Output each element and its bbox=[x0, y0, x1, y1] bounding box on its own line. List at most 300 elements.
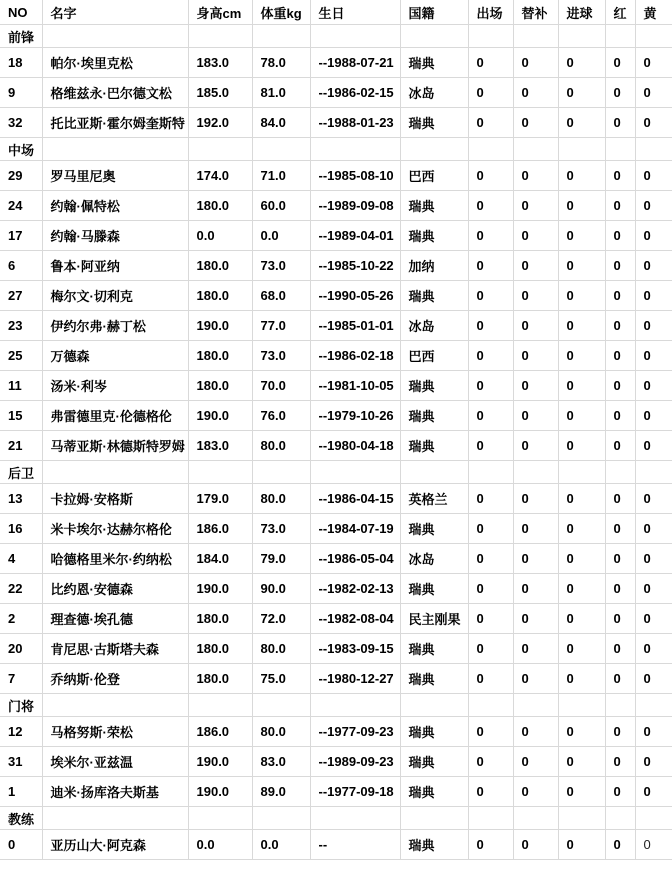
cell-name: 肯尼思·古斯塔夫森 bbox=[42, 634, 188, 664]
cell-appearances bbox=[468, 694, 513, 717]
column-header-height: 身高cm bbox=[188, 0, 252, 25]
cell-substitute: 0 bbox=[513, 78, 558, 108]
player-row bbox=[0, 717, 672, 747]
cell-appearances: 0 bbox=[468, 544, 513, 574]
cell-appearances: 0 bbox=[468, 664, 513, 694]
cell-substitute: 0 bbox=[513, 48, 558, 78]
player-row bbox=[0, 431, 672, 461]
player-row bbox=[0, 251, 672, 281]
cell-birthday: --1982-02-13 bbox=[310, 574, 400, 604]
cell-yellow: 0 bbox=[635, 401, 672, 431]
cell-name bbox=[42, 25, 188, 48]
cell-no: 25 bbox=[0, 341, 42, 371]
cell-weight bbox=[252, 461, 310, 484]
cell-birthday: --1985-01-01 bbox=[310, 311, 400, 341]
cell-red: 0 bbox=[605, 717, 635, 747]
cell-birthday: --1989-09-08 bbox=[310, 191, 400, 221]
cell-name: 约翰·马滕森 bbox=[42, 221, 188, 251]
cell-name bbox=[42, 694, 188, 717]
cell-weight: 80.0 bbox=[252, 431, 310, 461]
cell-height: 183.0 bbox=[188, 48, 252, 78]
player-row bbox=[0, 108, 672, 138]
cell-substitute: 0 bbox=[513, 484, 558, 514]
cell-substitute: 0 bbox=[513, 401, 558, 431]
cell-substitute: 0 bbox=[513, 281, 558, 311]
player-row bbox=[0, 544, 672, 574]
cell-no: 24 bbox=[0, 191, 42, 221]
cell-goals: 0 bbox=[558, 830, 605, 860]
cell-nationality: 瑞典 bbox=[400, 281, 468, 311]
column-header-red: 红 bbox=[605, 0, 635, 25]
cell-appearances: 0 bbox=[468, 747, 513, 777]
cell-yellow: 0 bbox=[635, 747, 672, 777]
cell-name: 伊约尔弗·赫丁松 bbox=[42, 311, 188, 341]
column-header-birthday: 生日 bbox=[310, 0, 400, 25]
cell-nationality: 瑞典 bbox=[400, 431, 468, 461]
player-row bbox=[0, 830, 672, 860]
cell-name: 迪米·扬库洛夫斯基 bbox=[42, 777, 188, 807]
column-header-weight: 体重kg bbox=[252, 0, 310, 25]
cell-appearances bbox=[468, 807, 513, 830]
cell-name: 理查德·埃孔德 bbox=[42, 604, 188, 634]
cell-name: 约翰·佩特松 bbox=[42, 191, 188, 221]
cell-nationality: 瑞典 bbox=[400, 514, 468, 544]
cell-red: 0 bbox=[605, 191, 635, 221]
cell-yellow: 0 bbox=[635, 191, 672, 221]
column-header-name: 名字 bbox=[42, 0, 188, 25]
cell-no: 12 bbox=[0, 717, 42, 747]
cell-appearances bbox=[468, 138, 513, 161]
section-label: 门将 bbox=[0, 694, 42, 717]
cell-appearances: 0 bbox=[468, 48, 513, 78]
cell-nationality: 瑞典 bbox=[400, 777, 468, 807]
cell-yellow: 0 bbox=[635, 221, 672, 251]
cell-goals: 0 bbox=[558, 221, 605, 251]
cell-yellow: 0 bbox=[635, 484, 672, 514]
cell-no: 32 bbox=[0, 108, 42, 138]
cell-name bbox=[42, 461, 188, 484]
cell-goals: 0 bbox=[558, 777, 605, 807]
cell-goals: 0 bbox=[558, 664, 605, 694]
cell-red: 0 bbox=[605, 108, 635, 138]
cell-goals bbox=[558, 461, 605, 484]
cell-substitute bbox=[513, 138, 558, 161]
cell-weight: 70.0 bbox=[252, 371, 310, 401]
cell-substitute bbox=[513, 694, 558, 717]
cell-no: 0 bbox=[0, 830, 42, 860]
cell-red bbox=[605, 138, 635, 161]
cell-substitute: 0 bbox=[513, 341, 558, 371]
cell-birthday: --1990-05-26 bbox=[310, 281, 400, 311]
cell-goals bbox=[558, 694, 605, 717]
cell-yellow bbox=[635, 25, 672, 48]
player-row bbox=[0, 484, 672, 514]
cell-weight: 81.0 bbox=[252, 78, 310, 108]
cell-height bbox=[188, 807, 252, 830]
cell-appearances: 0 bbox=[468, 514, 513, 544]
cell-height: 179.0 bbox=[188, 484, 252, 514]
cell-height: 190.0 bbox=[188, 574, 252, 604]
cell-name: 米卡埃尔·达赫尔格伦 bbox=[42, 514, 188, 544]
cell-appearances: 0 bbox=[468, 371, 513, 401]
cell-appearances: 0 bbox=[468, 484, 513, 514]
cell-appearances: 0 bbox=[468, 251, 513, 281]
cell-red: 0 bbox=[605, 161, 635, 191]
cell-height: 192.0 bbox=[188, 108, 252, 138]
cell-substitute bbox=[513, 25, 558, 48]
cell-yellow: 0 bbox=[635, 544, 672, 574]
cell-no: 13 bbox=[0, 484, 42, 514]
cell-no: 31 bbox=[0, 747, 42, 777]
cell-nationality: 瑞典 bbox=[400, 634, 468, 664]
cell-red: 0 bbox=[605, 604, 635, 634]
section-row bbox=[0, 25, 672, 48]
cell-height: 180.0 bbox=[188, 664, 252, 694]
cell-weight: 60.0 bbox=[252, 191, 310, 221]
cell-birthday: --1986-05-04 bbox=[310, 544, 400, 574]
cell-yellow: 0 bbox=[635, 48, 672, 78]
cell-name: 汤米·利岑 bbox=[42, 371, 188, 401]
cell-yellow: 0 bbox=[635, 634, 672, 664]
cell-red: 0 bbox=[605, 431, 635, 461]
cell-no: 27 bbox=[0, 281, 42, 311]
cell-nationality: 英格兰 bbox=[400, 484, 468, 514]
cell-substitute: 0 bbox=[513, 251, 558, 281]
cell-height: 180.0 bbox=[188, 191, 252, 221]
cell-weight: 80.0 bbox=[252, 634, 310, 664]
cell-no: 21 bbox=[0, 431, 42, 461]
cell-no: 17 bbox=[0, 221, 42, 251]
cell-substitute: 0 bbox=[513, 514, 558, 544]
table-header bbox=[0, 0, 672, 25]
cell-nationality bbox=[400, 25, 468, 48]
cell-yellow: 0 bbox=[635, 830, 672, 860]
cell-weight: 80.0 bbox=[252, 484, 310, 514]
cell-weight: 90.0 bbox=[252, 574, 310, 604]
cell-yellow bbox=[635, 694, 672, 717]
cell-red: 0 bbox=[605, 664, 635, 694]
cell-substitute: 0 bbox=[513, 191, 558, 221]
cell-goals: 0 bbox=[558, 78, 605, 108]
cell-nationality: 冰岛 bbox=[400, 78, 468, 108]
cell-substitute: 0 bbox=[513, 108, 558, 138]
section-label: 教练 bbox=[0, 807, 42, 830]
cell-no: 7 bbox=[0, 664, 42, 694]
cell-weight: 75.0 bbox=[252, 664, 310, 694]
cell-nationality: 瑞典 bbox=[400, 191, 468, 221]
cell-goals bbox=[558, 138, 605, 161]
cell-substitute: 0 bbox=[513, 604, 558, 634]
cell-name: 鲁本·阿亚纳 bbox=[42, 251, 188, 281]
cell-substitute: 0 bbox=[513, 747, 558, 777]
cell-appearances: 0 bbox=[468, 108, 513, 138]
cell-red: 0 bbox=[605, 484, 635, 514]
cell-goals: 0 bbox=[558, 341, 605, 371]
cell-name: 埃米尔·亚兹温 bbox=[42, 747, 188, 777]
cell-birthday bbox=[310, 25, 400, 48]
cell-nationality: 民主刚果 bbox=[400, 604, 468, 634]
section-label: 中场 bbox=[0, 138, 42, 161]
column-header-yellow: 黄 bbox=[635, 0, 672, 25]
cell-name: 托比亚斯·霍尔姆奎斯特 bbox=[42, 108, 188, 138]
cell-name: 弗雷德里克·伦德格伦 bbox=[42, 401, 188, 431]
column-header-no: NO bbox=[0, 0, 42, 25]
cell-goals: 0 bbox=[558, 634, 605, 664]
cell-yellow: 0 bbox=[635, 108, 672, 138]
cell-height: 0.0 bbox=[188, 221, 252, 251]
cell-height: 174.0 bbox=[188, 161, 252, 191]
cell-birthday: --1979-10-26 bbox=[310, 401, 400, 431]
cell-appearances: 0 bbox=[468, 431, 513, 461]
cell-name bbox=[42, 138, 188, 161]
cell-height: 190.0 bbox=[188, 401, 252, 431]
cell-substitute: 0 bbox=[513, 777, 558, 807]
cell-birthday: -- bbox=[310, 830, 400, 860]
cell-red: 0 bbox=[605, 401, 635, 431]
cell-goals: 0 bbox=[558, 747, 605, 777]
cell-red: 0 bbox=[605, 311, 635, 341]
cell-height: 180.0 bbox=[188, 341, 252, 371]
player-row bbox=[0, 401, 672, 431]
cell-height: 190.0 bbox=[188, 311, 252, 341]
cell-height: 180.0 bbox=[188, 371, 252, 401]
cell-weight bbox=[252, 694, 310, 717]
cell-red: 0 bbox=[605, 544, 635, 574]
cell-birthday: --1986-04-15 bbox=[310, 484, 400, 514]
cell-birthday: --1981-10-05 bbox=[310, 371, 400, 401]
cell-height bbox=[188, 138, 252, 161]
cell-birthday: --1988-01-23 bbox=[310, 108, 400, 138]
cell-appearances bbox=[468, 25, 513, 48]
cell-weight: 80.0 bbox=[252, 717, 310, 747]
cell-nationality: 瑞典 bbox=[400, 574, 468, 604]
column-header-appearances: 出场 bbox=[468, 0, 513, 25]
cell-substitute: 0 bbox=[513, 830, 558, 860]
cell-goals: 0 bbox=[558, 401, 605, 431]
cell-no: 11 bbox=[0, 371, 42, 401]
cell-yellow: 0 bbox=[635, 574, 672, 604]
cell-substitute: 0 bbox=[513, 574, 558, 604]
cell-appearances: 0 bbox=[468, 401, 513, 431]
cell-weight: 0.0 bbox=[252, 830, 310, 860]
cell-yellow: 0 bbox=[635, 604, 672, 634]
cell-red: 0 bbox=[605, 830, 635, 860]
cell-birthday: --1980-04-18 bbox=[310, 431, 400, 461]
player-row bbox=[0, 604, 672, 634]
section-row bbox=[0, 807, 672, 830]
player-row bbox=[0, 48, 672, 78]
cell-no: 22 bbox=[0, 574, 42, 604]
cell-height bbox=[188, 461, 252, 484]
cell-weight: 83.0 bbox=[252, 747, 310, 777]
cell-nationality: 瑞典 bbox=[400, 830, 468, 860]
cell-red: 0 bbox=[605, 48, 635, 78]
cell-nationality bbox=[400, 807, 468, 830]
cell-goals: 0 bbox=[558, 574, 605, 604]
cell-red bbox=[605, 807, 635, 830]
cell-red bbox=[605, 461, 635, 484]
cell-appearances: 0 bbox=[468, 161, 513, 191]
cell-name bbox=[42, 807, 188, 830]
cell-birthday bbox=[310, 461, 400, 484]
cell-name: 比约恩·安德森 bbox=[42, 574, 188, 604]
cell-no: 29 bbox=[0, 161, 42, 191]
cell-no: 23 bbox=[0, 311, 42, 341]
cell-height: 186.0 bbox=[188, 717, 252, 747]
cell-name: 哈德格里米尔·约纳松 bbox=[42, 544, 188, 574]
cell-yellow: 0 bbox=[635, 281, 672, 311]
cell-red: 0 bbox=[605, 574, 635, 604]
cell-weight: 72.0 bbox=[252, 604, 310, 634]
cell-no: 16 bbox=[0, 514, 42, 544]
section-row bbox=[0, 138, 672, 161]
column-header-substitute: 替补 bbox=[513, 0, 558, 25]
cell-nationality: 巴西 bbox=[400, 161, 468, 191]
cell-substitute: 0 bbox=[513, 311, 558, 341]
cell-yellow: 0 bbox=[635, 431, 672, 461]
cell-no: 4 bbox=[0, 544, 42, 574]
cell-appearances: 0 bbox=[468, 311, 513, 341]
cell-name: 马格努斯·荣松 bbox=[42, 717, 188, 747]
cell-substitute: 0 bbox=[513, 717, 558, 747]
cell-goals: 0 bbox=[558, 281, 605, 311]
player-row bbox=[0, 371, 672, 401]
section-row bbox=[0, 461, 672, 484]
cell-yellow: 0 bbox=[635, 371, 672, 401]
cell-red bbox=[605, 694, 635, 717]
cell-red: 0 bbox=[605, 634, 635, 664]
cell-no: 1 bbox=[0, 777, 42, 807]
cell-yellow: 0 bbox=[635, 251, 672, 281]
cell-height: 185.0 bbox=[188, 78, 252, 108]
cell-weight: 79.0 bbox=[252, 544, 310, 574]
cell-goals: 0 bbox=[558, 48, 605, 78]
player-row bbox=[0, 634, 672, 664]
cell-yellow: 0 bbox=[635, 777, 672, 807]
cell-substitute: 0 bbox=[513, 544, 558, 574]
cell-birthday: --1977-09-23 bbox=[310, 717, 400, 747]
cell-birthday: --1980-12-27 bbox=[310, 664, 400, 694]
cell-substitute: 0 bbox=[513, 371, 558, 401]
cell-name: 亚历山大·阿克森 bbox=[42, 830, 188, 860]
cell-weight: 71.0 bbox=[252, 161, 310, 191]
cell-appearances: 0 bbox=[468, 604, 513, 634]
cell-substitute: 0 bbox=[513, 161, 558, 191]
player-row bbox=[0, 311, 672, 341]
cell-goals: 0 bbox=[558, 484, 605, 514]
cell-appearances: 0 bbox=[468, 777, 513, 807]
cell-name: 卡拉姆·安格斯 bbox=[42, 484, 188, 514]
cell-red: 0 bbox=[605, 281, 635, 311]
cell-weight: 76.0 bbox=[252, 401, 310, 431]
cell-birthday: --1986-02-15 bbox=[310, 78, 400, 108]
cell-goals: 0 bbox=[558, 717, 605, 747]
player-row bbox=[0, 78, 672, 108]
cell-birthday: --1988-07-21 bbox=[310, 48, 400, 78]
cell-no: 20 bbox=[0, 634, 42, 664]
cell-weight: 73.0 bbox=[252, 251, 310, 281]
cell-nationality: 瑞典 bbox=[400, 371, 468, 401]
cell-nationality bbox=[400, 461, 468, 484]
cell-weight bbox=[252, 807, 310, 830]
cell-red: 0 bbox=[605, 777, 635, 807]
cell-nationality: 瑞典 bbox=[400, 717, 468, 747]
cell-goals bbox=[558, 807, 605, 830]
cell-birthday bbox=[310, 694, 400, 717]
cell-weight: 78.0 bbox=[252, 48, 310, 78]
cell-yellow bbox=[635, 807, 672, 830]
cell-goals: 0 bbox=[558, 108, 605, 138]
cell-substitute: 0 bbox=[513, 634, 558, 664]
cell-name: 梅尔文·切利克 bbox=[42, 281, 188, 311]
cell-red bbox=[605, 25, 635, 48]
cell-height: 190.0 bbox=[188, 777, 252, 807]
cell-red: 0 bbox=[605, 341, 635, 371]
cell-substitute bbox=[513, 461, 558, 484]
table-body bbox=[0, 25, 672, 860]
cell-goals: 0 bbox=[558, 371, 605, 401]
cell-weight: 77.0 bbox=[252, 311, 310, 341]
cell-no: 9 bbox=[0, 78, 42, 108]
cell-birthday: --1989-09-23 bbox=[310, 747, 400, 777]
column-header-nationality: 国籍 bbox=[400, 0, 468, 25]
cell-name: 乔纳斯·伦登 bbox=[42, 664, 188, 694]
cell-name: 帕尔·埃里克松 bbox=[42, 48, 188, 78]
player-row bbox=[0, 514, 672, 544]
cell-appearances: 0 bbox=[468, 574, 513, 604]
cell-height bbox=[188, 25, 252, 48]
cell-nationality: 瑞典 bbox=[400, 747, 468, 777]
cell-height: 184.0 bbox=[188, 544, 252, 574]
cell-weight: 89.0 bbox=[252, 777, 310, 807]
cell-appearances: 0 bbox=[468, 634, 513, 664]
cell-nationality: 瑞典 bbox=[400, 221, 468, 251]
cell-nationality bbox=[400, 138, 468, 161]
cell-goals: 0 bbox=[558, 311, 605, 341]
cell-height: 180.0 bbox=[188, 634, 252, 664]
cell-goals: 0 bbox=[558, 161, 605, 191]
cell-appearances: 0 bbox=[468, 717, 513, 747]
cell-red: 0 bbox=[605, 221, 635, 251]
cell-nationality: 冰岛 bbox=[400, 311, 468, 341]
cell-name: 万德森 bbox=[42, 341, 188, 371]
player-row bbox=[0, 664, 672, 694]
cell-nationality: 巴西 bbox=[400, 341, 468, 371]
cell-yellow: 0 bbox=[635, 664, 672, 694]
cell-height: 0.0 bbox=[188, 830, 252, 860]
player-row bbox=[0, 777, 672, 807]
cell-weight: 73.0 bbox=[252, 514, 310, 544]
cell-appearances: 0 bbox=[468, 830, 513, 860]
player-row bbox=[0, 281, 672, 311]
cell-no: 15 bbox=[0, 401, 42, 431]
cell-birthday: --1982-08-04 bbox=[310, 604, 400, 634]
player-row bbox=[0, 341, 672, 371]
cell-nationality: 瑞典 bbox=[400, 664, 468, 694]
cell-substitute bbox=[513, 807, 558, 830]
cell-yellow bbox=[635, 461, 672, 484]
cell-appearances: 0 bbox=[468, 341, 513, 371]
cell-birthday bbox=[310, 807, 400, 830]
cell-name: 马蒂亚斯·林德斯特罗姆 bbox=[42, 431, 188, 461]
cell-yellow: 0 bbox=[635, 311, 672, 341]
cell-red: 0 bbox=[605, 371, 635, 401]
cell-yellow: 0 bbox=[635, 341, 672, 371]
cell-birthday: --1985-08-10 bbox=[310, 161, 400, 191]
cell-height: 180.0 bbox=[188, 281, 252, 311]
cell-red: 0 bbox=[605, 747, 635, 777]
cell-red: 0 bbox=[605, 514, 635, 544]
